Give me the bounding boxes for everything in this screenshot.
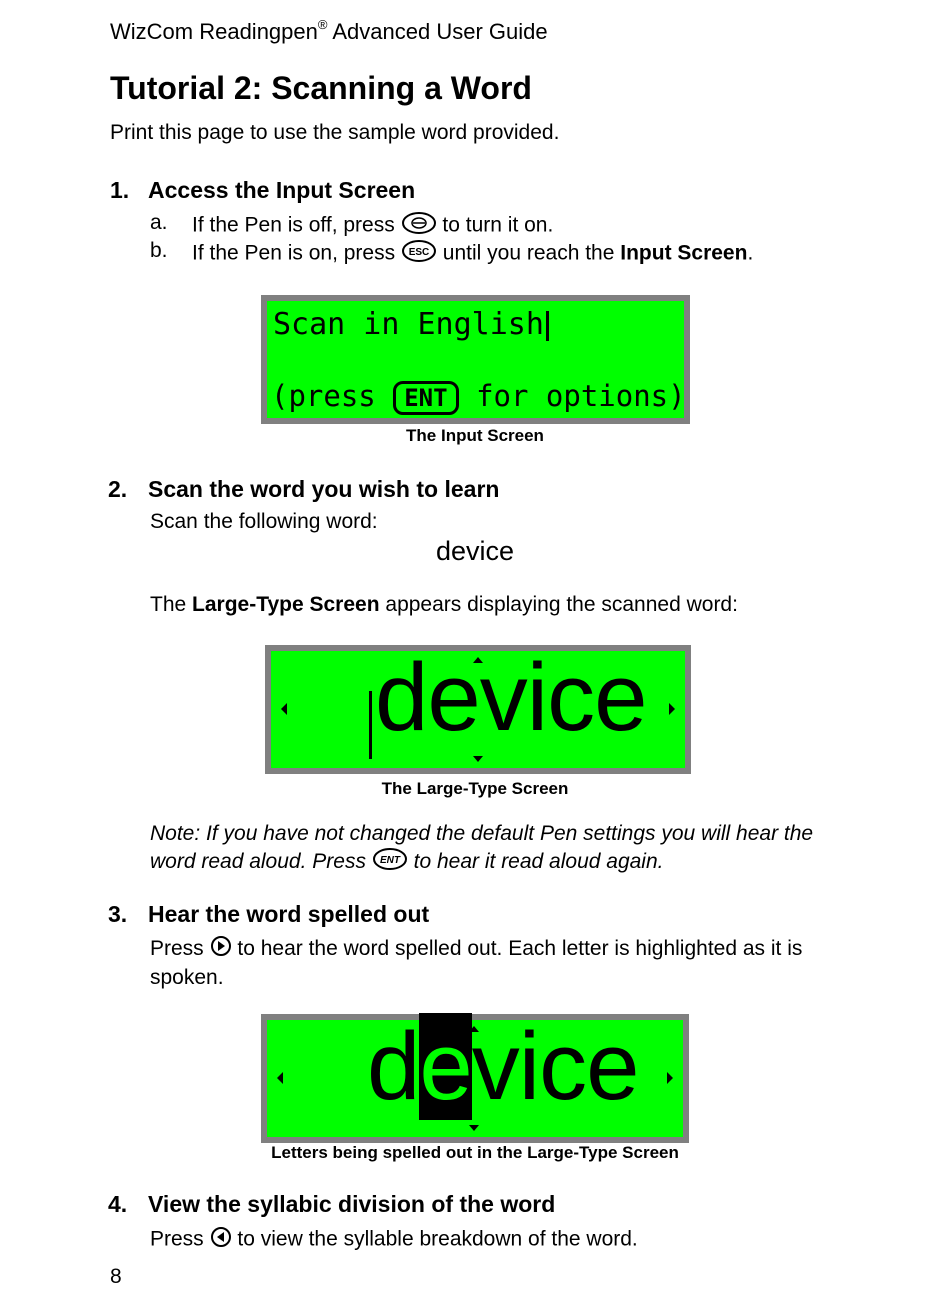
arrow-down-icon	[469, 1125, 479, 1131]
step-4-number: 4.	[108, 1191, 128, 1217]
lcd-line-2-pre: (press	[271, 379, 376, 413]
step-1b-bold: Input Screen	[620, 241, 748, 265]
note-pre: Note: If you have not changed the default Pen settings you will hear the word read aloud. Press	[150, 822, 814, 874]
input-screen-lcd	[261, 295, 690, 424]
ent-key-label: ENT	[393, 381, 458, 415]
lcd-line-1-text: Scan in English	[273, 307, 544, 342]
header-brand: WizCom Readingpen	[110, 19, 318, 44]
step-3-body	[150, 935, 840, 991]
step-1b-letter: b.	[150, 239, 168, 262]
text-cursor	[369, 691, 372, 759]
caption-spelling-screen: Letters being spelled out in the Large-Type Screen	[271, 1143, 679, 1162]
step-1b-pre: If the Pen is on, press	[192, 241, 396, 265]
svg-text:ESC: ESC	[408, 247, 430, 258]
large-word: device	[375, 644, 647, 751]
spelling-screen-lcd	[261, 1014, 689, 1143]
step-3-title: Hear the word spelled out	[148, 901, 430, 927]
running-header	[110, 19, 548, 45]
svg-text:ENT: ENT	[379, 855, 400, 866]
step-1-title: Access the Input Screen	[148, 177, 416, 203]
step-1b-post: until you reach the	[442, 241, 615, 265]
large-type-post: appears displaying the scanned word:	[385, 593, 738, 616]
lcd-line-2-post: for options)	[476, 379, 686, 413]
large-type-pre: The	[150, 593, 187, 616]
caption-large-type-screen: The Large-Type Screen	[381, 779, 569, 798]
lcd-line-2	[271, 379, 686, 415]
page-title: Tutorial 2: Scanning a Word	[110, 70, 532, 106]
step-3-number: 3.	[108, 901, 128, 927]
step-4-body	[150, 1226, 638, 1254]
lcd-line-1	[273, 307, 549, 342]
step-3-pre: Press	[150, 937, 204, 961]
intro-text: Print this page to use the sample word provided.	[110, 121, 560, 144]
arrow-left-icon	[277, 1072, 283, 1084]
power-key-icon	[401, 211, 437, 241]
step-4-pre: Press	[150, 1227, 204, 1251]
arrow-left-icon	[281, 703, 287, 715]
step-1a-pre: If the Pen is off, press	[192, 213, 395, 237]
ent-key-icon	[372, 847, 408, 878]
caption-input-screen: The Input Screen	[406, 426, 544, 445]
note-post: to hear it read aloud again.	[413, 850, 664, 874]
step-1a	[150, 211, 850, 237]
header-rest: Advanced User Guide	[327, 19, 548, 44]
spelling-word	[367, 1012, 639, 1122]
large-type-intro	[150, 593, 738, 617]
right-arrow-key-icon	[210, 935, 232, 964]
text-cursor	[546, 311, 549, 341]
registered-mark: ®	[317, 17, 328, 32]
step-1b-end: .	[747, 241, 754, 265]
step-2-body: Scan the following word:	[150, 510, 378, 533]
step-2-title: Scan the word you wish to learn	[148, 476, 500, 502]
step-4-title: View the syllabic division of the word	[148, 1191, 556, 1217]
step-1a-post: to turn it on.	[442, 213, 554, 237]
large-type-bold: Large-Type Screen	[192, 593, 380, 616]
esc-key-icon	[401, 239, 437, 269]
arrow-right-icon	[669, 703, 675, 715]
spelling-letter-d: d	[367, 1013, 420, 1120]
arrow-down-icon	[473, 756, 483, 762]
highlighted-letter: e	[419, 1013, 472, 1120]
note-text	[150, 820, 850, 878]
step-2-number: 2.	[108, 476, 128, 502]
step-1b	[150, 239, 850, 265]
page-number: 8	[110, 1265, 122, 1288]
left-arrow-key-icon	[210, 1226, 232, 1254]
step-4-post: to view the syllable breakdown of the word.	[237, 1227, 638, 1251]
step-1a-letter: a.	[150, 211, 168, 234]
sample-word: device	[435, 536, 515, 566]
step-1-number: 1.	[110, 177, 130, 203]
spelling-rest: vice	[471, 1013, 639, 1120]
arrow-right-icon	[667, 1072, 673, 1084]
step-3-post: to hear the word spelled out. Each letter is highlighted as it is spoken.	[150, 937, 803, 989]
large-type-screen-lcd	[265, 645, 691, 774]
